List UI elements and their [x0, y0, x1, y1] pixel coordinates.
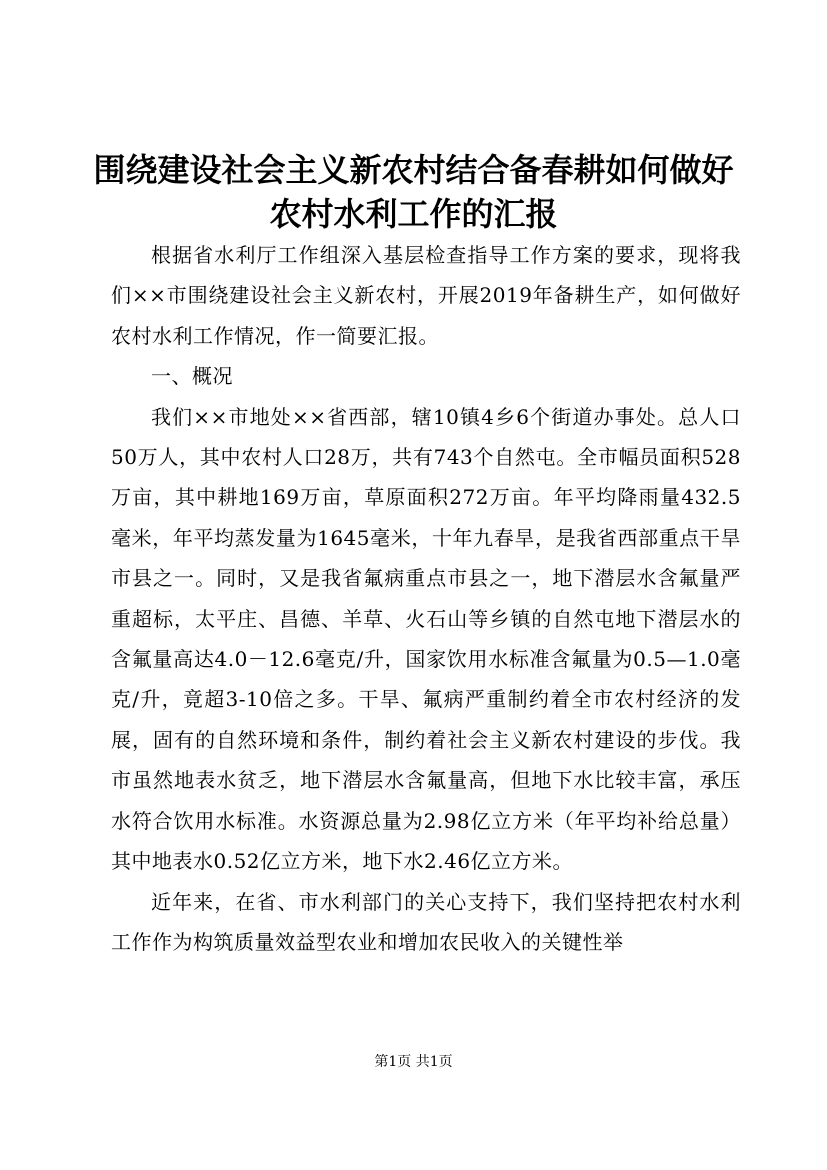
paragraph-overview: 我们××市地处××省西部，辖10镇4乡6个街道办事处。总人口50万人，其中农村人口28万，共有743个自然屯。全市幅员面积528万亩，其中耕地169万亩，草原面积272万亩。年平均降雨量432.5毫米，年平均蒸发量为1645毫米，十年九春旱，是我省西部重点干旱市县之一。同时，又是我省氟病重点市县之一，地下潜层水含氟量严重超标，太平庄、昌德、羊草、火石山等乡镇的自然屯地下潜层水的含氟量高达4.0－12.6毫克/升，国家饮用水标准含氟量为0.5—1.0毫克/升，竟超3-10倍之多。干旱、氟病严重制约着全市农村经济的发展，固有的自然环境和条件，制约着社会主义新农村建设的步伐。我市虽然地表水贫乏，地下潜层水含氟量高，但地下水比较丰富，承压水符合饮用水标准。水资源总量为2.98亿立方米（年平均补给总量）其中地表水0.52亿立方米，地下水2.46亿立方米。 [111, 404, 741, 874]
section-heading-overview: 一、概况 [151, 364, 233, 389]
document-title-line-2: 农村水利工作的汇报 [269, 195, 558, 233]
document-body [111, 235, 741, 962]
paragraph-intro: 根据省水利厅工作组深入基层检查指导工作方案的要求，现将我们××市围绕建设社会主义新农村，开展2019年备耕生产，如何做好农村水利工作情况，作一简要汇报。 [111, 243, 741, 348]
paragraph-recent-years: 近年来，在省、市水利部门的关心支持下，我们坚持把农村水利工作作为构筑质量效益型农业和增加农民收入的关键性举 [111, 889, 741, 954]
page-footer: 第1页 共1页 [374, 1054, 453, 1070]
document-title-line-1: 围绕建设社会主义新农村结合备春耕如何做好 [93, 151, 734, 189]
